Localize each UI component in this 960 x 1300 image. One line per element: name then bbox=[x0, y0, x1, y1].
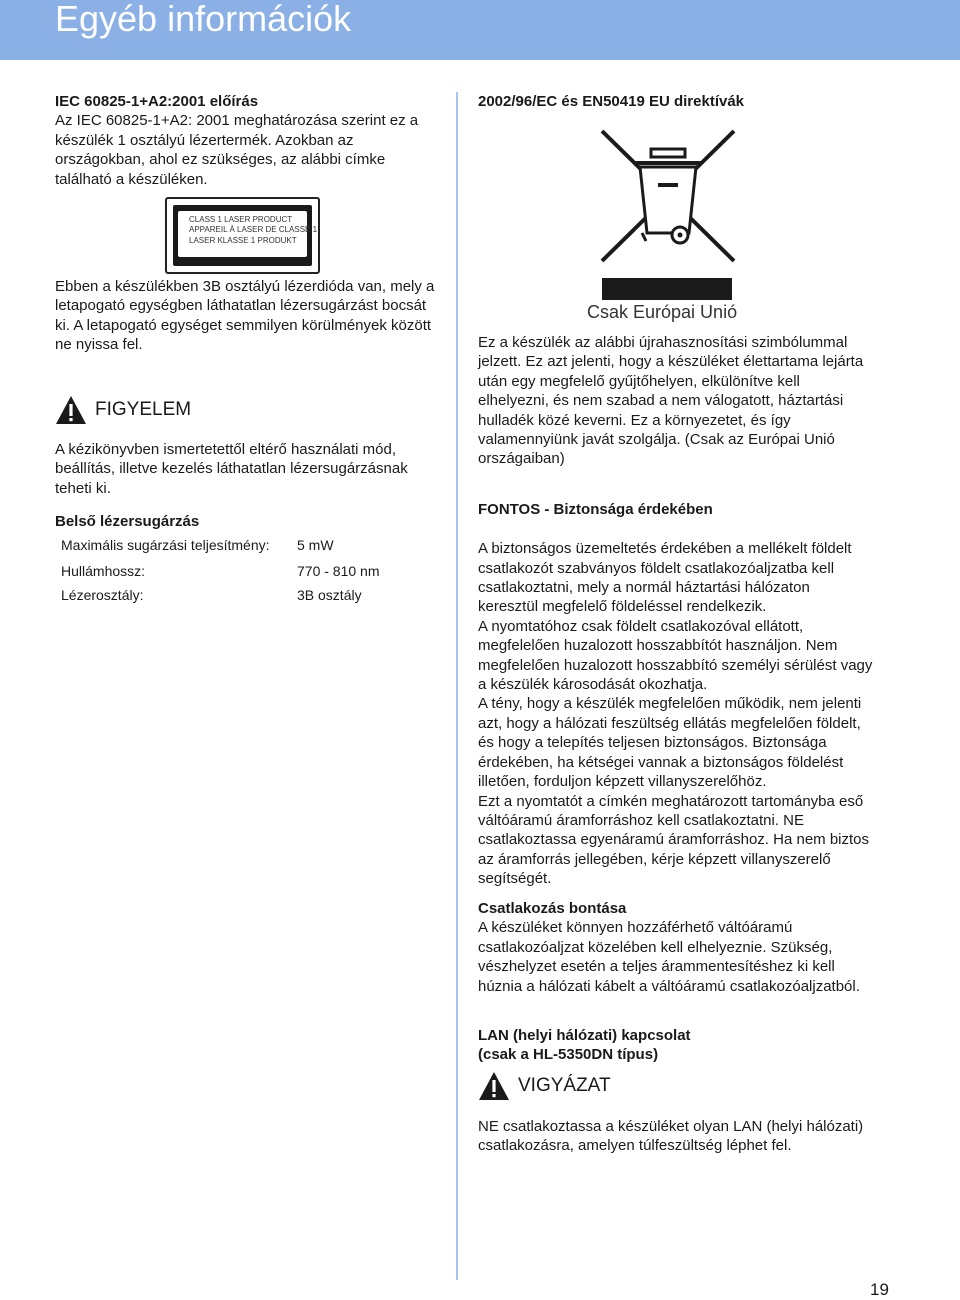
spec-label: Lézerosztály: bbox=[61, 587, 144, 603]
safety-section bbox=[478, 481, 873, 908]
spec-value: 3B osztály bbox=[297, 587, 362, 603]
laser-label-line-1: CLASS 1 LASER PRODUCT bbox=[189, 215, 293, 224]
lan-title-line-1: LAN (helyi hálózati) kapcsolat bbox=[478, 1027, 691, 1044]
laser-class-label bbox=[165, 197, 320, 274]
safety-title: FONTOS - Biztonsága érdekében bbox=[478, 501, 713, 519]
column-divider bbox=[456, 92, 458, 1280]
iec-section bbox=[55, 92, 440, 189]
page-number: 19 bbox=[870, 1280, 889, 1299]
diode-text: Ebben a készülékben 3B osztályú lézerdióda van, mely a letapogató egységben láthatatlan lézersugárzást bocsát ki. A letapogató egységet semmilyen körülmények között ne nyissa fel. bbox=[55, 278, 435, 354]
lan-title-line-2: (csak a HL-5350DN típus) bbox=[478, 1046, 659, 1064]
directive-title: 2002/96/EC és EN50419 EU direktívák bbox=[478, 93, 745, 110]
weee-black-bar bbox=[602, 278, 732, 300]
spec-label: Maximális sugárzási teljesítmény: bbox=[61, 537, 270, 553]
page-title: Egyéb információk bbox=[55, 0, 352, 39]
laser-label-line-3: LASER KLASSE 1 PRODUKT bbox=[189, 235, 297, 245]
safety-text: A biztonságos üzemeltetés érdekében a mellékelt földelt csatlakozót szabványos földelt csatlakozóaljzatba kell csatlakoztatni, mely a normál háztartási hálózaton keresztül megfelelő földeléssel rendelkezik. A nyomtatóhoz csak földelt csatlakozóval ellátott, megfelelően huzalozott hosszabbítót használjon. Nem megfelelően huzalozott hosszabbító személyi sérülést vagy a készülék károsodását okozhatja. A tény, hogy a készülék megfelelően működik, nem jelenti azt, hogy a hálózati feszültség ellátás megfelelően földelt, és hogy a telepítés teljesen biztonságos. Biztonsága érdekében, ha kétségei vannak a biztonságos földelést illetően, forduljon képzett villanyszerelőhöz. Ezt a nyomtatót a címkén meghatározott tartományba eső váltóáramú áramforráshoz kell csatlakoztatni. NE csatlakoztassa egyenáramú áramforráshoz. Ha nem biztos az áramforrás jellegében, kérje képzett villanyszerelő segítségét. bbox=[478, 540, 873, 888]
disconnect-title: Csatlakozás bontása bbox=[478, 900, 627, 917]
weee-caption: Csak Európai Unió bbox=[587, 302, 738, 322]
page-header bbox=[0, 0, 960, 60]
warning-title: FIGYELEM bbox=[95, 399, 192, 420]
crossed-out-bin-icon bbox=[596, 125, 741, 267]
warning-text: A kézikönyvben ismertetettől eltérő használati mód, beállítás, illetve kezelés láthatatlan lézersugárzásnak teheti ki. bbox=[55, 441, 408, 497]
internal-radiation-section bbox=[55, 512, 440, 531]
caution-title: VIGYÁZAT bbox=[518, 1075, 611, 1096]
laser-label-line-2: APPAREIL À LASER DE CLASSE 1 bbox=[189, 225, 318, 235]
warning-triangle-icon bbox=[478, 1071, 510, 1101]
spec-value: 5 mW bbox=[297, 537, 334, 553]
spec-label: Hullámhossz: bbox=[61, 563, 146, 579]
recycle-section bbox=[478, 333, 873, 469]
warning-triangle-icon bbox=[55, 395, 87, 425]
disconnect-section bbox=[478, 899, 873, 996]
warning-heading bbox=[55, 395, 191, 425]
recycle-text: Ez a készülék az alábbi újrahasznosítási szimbólummal jelzett. Ez azt jelenti, hogy a készüléket élettartama lejárta után egy megfelelő gyűjtőhelyen, elkülönítve kell elhelyezni, és nem szabad a nem válogatott, háztartási hulladék közé keverni. Ez a környezetet, és így valamennyiünk javát szolgálja. (Csak az Európai Unió országaiban) bbox=[478, 334, 864, 468]
spec-value: 770 - 810 nm bbox=[297, 563, 380, 579]
caution-heading bbox=[478, 1071, 611, 1101]
lan-section bbox=[478, 1026, 873, 1065]
diode-section bbox=[55, 277, 440, 355]
caution-text: NE csatlakoztassa a készüléket olyan LAN (helyi hálózati) csatlakozásra, amelyen túlfeszültség léphet fel. bbox=[478, 1118, 864, 1155]
iec-body: Az IEC 60825-1+A2: 2001 meghatározása szerint ez a készülék 1 osztályú lézertermék. Azokban az országokban, ahol ez szükséges, az alábbi címke található a készüléken. bbox=[55, 112, 419, 188]
internal-radiation-title: Belső lézersugárzás bbox=[55, 513, 200, 530]
iec-title: IEC 60825-1+A2:2001 előírás bbox=[55, 93, 259, 110]
caution-section bbox=[478, 1117, 873, 1156]
warning-section bbox=[55, 440, 440, 498]
directive-section bbox=[478, 92, 873, 111]
disconnect-text: A készüléket könnyen hozzáférhető váltóáramú csatlakozóaljzat közelében kell elhelyeznie. Szükség, vészhelyzet esetén a teljes árammentesítéshez ki kell húznia a hálózati kábelt a váltóáramú csatlakozóaljzatból. bbox=[478, 919, 860, 995]
